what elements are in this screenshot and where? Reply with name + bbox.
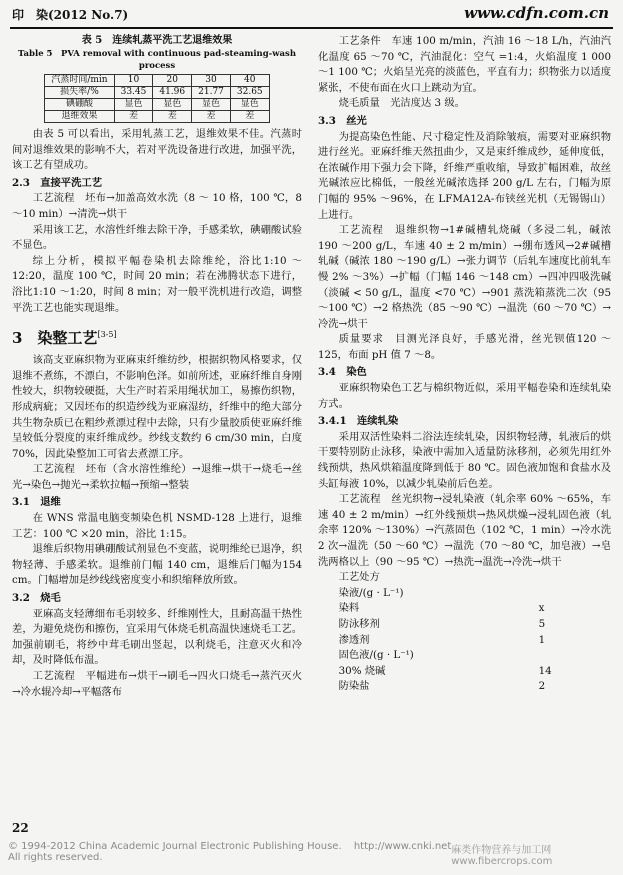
table-cell: 退维效果 bbox=[45, 111, 114, 123]
table-cell: 32.65 bbox=[230, 87, 269, 99]
section-heading-2-3: 2.3 直接平洗工艺 bbox=[12, 176, 102, 189]
table-header-cell: 20 bbox=[153, 75, 192, 87]
paragraph: 质量要求 目测光泽良好，手感光滑，丝光钡值120 ～125，布面 pH 值 7 ～8。 bbox=[318, 333, 611, 361]
table-row bbox=[45, 111, 269, 123]
watermark-text: 麻类作物营养与加工网 www.fibercrops.com bbox=[451, 845, 553, 867]
recipe-item: 防泳移剂 bbox=[338, 617, 380, 630]
table-header-row bbox=[45, 75, 269, 87]
table-cell: 损失率/% bbox=[45, 87, 114, 99]
paragraph: 综上分析，模拟平幅卷染机去除维纶，浴比1:10 ～12:20，温度 100 ℃，时间 20 min；若在沸腾状态下进行，浴比1:10 ～1:20，时间 8 min；对一般平洗机进行改造，调整平洗工艺也能实现退维。 bbox=[12, 254, 302, 314]
table-cell: 21.77 bbox=[192, 87, 231, 99]
paragraph: 工艺条件 车速 100 m/min，汽油 16 ～18 L/h，汽油汽化温度 65 ～70 ℃，汽油混化：空气 =1:4，火焰温度 1 000 ～1 100 ℃；火焰呈光亮的淡蓝色，平直有力；织物张力以适度紧张，不使布面在火口上跳动为宜。 bbox=[318, 35, 611, 94]
journal-header: 印 染(2012 No.7) bbox=[12, 8, 129, 22]
table-cell: 显色 bbox=[114, 99, 153, 111]
paragraph: 采用双活性染料二浴法连续轧染，因织物轻薄，轧液后的烘干要特别防止泳移，染液中需加入适量防泳移剂，必须先用红外线预烘，热风烘箱温度降到低于 80 ℃。固色液加饱和食盐水及头缸每液 10%，以减少轧染前后色差。 bbox=[318, 430, 611, 490]
recipe-title: 工艺处方 bbox=[338, 571, 380, 584]
table-header-cell: 汽蒸时间/min bbox=[45, 75, 114, 87]
recipe-value: 14 bbox=[538, 664, 552, 677]
page-number: 22 bbox=[12, 821, 29, 835]
paragraph: 工艺流程 坯布→加盖高效水洗（8 ～ 10 格，100 ℃，8 ～10 min）→清洗→烘干 bbox=[12, 192, 302, 220]
section-heading-3-4-1: 3.4.1 连续轧染 bbox=[318, 415, 399, 428]
recipe-value: 2 bbox=[538, 680, 546, 693]
table-cell: 差 bbox=[114, 111, 153, 123]
table-cell: 差 bbox=[230, 111, 269, 123]
table5 bbox=[44, 74, 269, 123]
paragraph: 工艺流程 丝光织物→浸轧染液（轧余率 60% ～65%，车速 40 ± 2 m/min）→红外线预烘→热风烘燥→浸轧固色液（轧余率 120% ～130%）→汽蒸固色（102 ℃，1 min）→冷水洗 2 次→温洗（50 ～60 ℃）→温洗（70 ～80 ℃，加皂液）→皂洗两格以上（90 ～95 ℃）→热洗→温洗→冷洗→烘干 bbox=[318, 493, 611, 568]
table-cell: 差 bbox=[192, 111, 231, 123]
section-heading-3 bbox=[12, 326, 302, 347]
recipe-row bbox=[339, 664, 569, 680]
recipe-row bbox=[339, 601, 569, 617]
copyright-text: © 1994-2012 China Academic Journal Electronic Publishing House. All rights reserved. bbox=[8, 841, 342, 863]
section-title: 3 染整工艺 bbox=[12, 329, 98, 348]
table-caption: 表 5 连续轧蒸平洗工艺退维效果 bbox=[81, 35, 233, 46]
paragraph: 该高支亚麻织物为亚麻束纤维纺纱，根据织物风格要求，仅退维不煮练，不漂白，不影响色泽。如前所述，亚麻纤维自身刚性较大，织物较硬挺，大生产时若采用绳状加工，易擦伤织物，形成病疵；又因坯布的织造纱线为亚麻湿纺，纤维中的绝大部分共生物杂质已在粗纱煮漂过程中去除，只有少量胶质使亚麻纤维呈较低分裂度的束纤维成纱。纱线支数约 6 cm/30 min，白度 70%，因此染整加工可省去煮漂工序。 bbox=[12, 354, 302, 460]
site-link[interactable]: www.cdfn.com.cn bbox=[464, 4, 609, 22]
table-header-cell: 10 bbox=[114, 75, 153, 87]
paragraph: 退维后织物用碘硼酸试剂显色不变蓝，说明维纶已退净，织物轻薄、手感柔软。退维前门幅 140 cm，退维后门幅为154 cm。门幅增加是纱线线密度变小和织缩释放所致。 bbox=[12, 543, 302, 587]
recipe-row bbox=[339, 633, 569, 649]
recipe-row bbox=[339, 617, 569, 633]
recipe-value: 1 bbox=[538, 633, 546, 646]
paragraph: 工艺流程 坯布（含水溶性维纶）→退维→烘干→烧毛→丝光→染色→抛光→柔软拉幅→预缩→整装 bbox=[12, 463, 302, 491]
paragraph: 工艺流程 平幅进布→烘干→刷毛→四火口烧毛→蒸汽灭火→冷水辊冷却→平幅落布 bbox=[12, 670, 302, 698]
recipe-item: 染料 bbox=[338, 602, 360, 615]
paragraph: 亚麻织物染色工艺与棉织物近似，采用平幅卷染和连续轧染方式。 bbox=[318, 382, 611, 410]
table-header-cell: 40 bbox=[230, 75, 269, 87]
reference-marker: [3-5] bbox=[97, 330, 117, 340]
recipe-unit: 固色液/(g · L⁻¹) bbox=[338, 649, 414, 662]
paragraph: 为提高染色性能、尺寸稳定性及消除皱痕，需要对亚麻织物进行丝光。亚麻纤维天然扭曲少，又是束纤维成纱，延伸度低，在浓碱作用下强力会下降，纤维严重收缩，导致扩幅困难，故丝光碱浓应比棉低，一般丝光碱浓选择 200 g/L 左右，门幅为原门幅的 95% ～96%，在 LFMA12A-布铗丝光机（无锡锡山）上进行。 bbox=[318, 130, 611, 221]
recipe-row bbox=[339, 679, 569, 695]
recipe-item: 渗透剂 bbox=[338, 633, 370, 646]
table-cell: 33.45 bbox=[114, 87, 153, 99]
recipe bbox=[339, 570, 611, 695]
right-column bbox=[318, 34, 611, 695]
footer bbox=[8, 841, 615, 867]
cnki-link[interactable]: http://www.cnki.net bbox=[353, 841, 452, 852]
section-heading-3-2: 3.2 烧毛 bbox=[12, 592, 61, 605]
paragraph: 在 WNS 常温电脑变频染色机 NSMD-128 上进行，退维工艺：100 ℃ ×20 min，浴比 1:15。 bbox=[12, 512, 302, 540]
table-cell: 显色 bbox=[230, 99, 269, 111]
paragraph: 由表 5 可以看出，采用轧蒸工艺，退维效果不佳。汽蒸时间对退维效果的影响不大，若对平洗设备进行改进，加强平洗，该工艺有望成功。 bbox=[12, 128, 302, 172]
table-caption-en: Table 5 PVA removal with continuous pad-steaming-wash process bbox=[18, 49, 296, 71]
table-cell: 差 bbox=[153, 111, 192, 123]
table-cell: 碘硼酸 bbox=[45, 99, 114, 111]
table-row bbox=[45, 99, 269, 111]
table-cell: 显色 bbox=[153, 99, 192, 111]
table-cell: 显色 bbox=[192, 99, 231, 111]
recipe-item: 30% 烧碱 bbox=[338, 664, 386, 677]
recipe-value: x bbox=[538, 602, 545, 615]
recipe-value: 5 bbox=[538, 617, 546, 630]
recipe-item: 防染盐 bbox=[338, 680, 370, 693]
section-heading-3-3: 3.3 丝光 bbox=[318, 114, 367, 127]
paragraph: 采用该工艺，水溶性纤维去除干净，手感柔软，碘硼酸试验不显色。 bbox=[12, 223, 302, 252]
table-cell: 41.96 bbox=[153, 87, 192, 99]
paragraph: 工艺流程 退维织物→1#碱槽轧烧碱（多浸二轧，碱浓 190 ～200 g/L，车速 40 ± 2 m/min）→绷布透风→2#碱槽轧碱（碱浓 180 ～190 g/L）→张力调节（后轧车速度比前轧车慢 2% ～3%）→扩幅（门幅 146 ～148 cm）→四冲四吸洗碱（淡碱 < 50 g/L，温度 <70 ℃）→901 蒸洗箱蒸洗二次（95 ～100 ℃）→2 格热洗（85 ～90 ℃）→温洗（60 ～70 ℃）→冷洗→烘干 bbox=[318, 224, 611, 330]
paragraph: 烧毛质量 光洁度达 3 级。 bbox=[338, 97, 465, 110]
header-rule bbox=[10, 27, 613, 29]
table-row bbox=[45, 87, 269, 99]
section-heading-3-4: 3.4 染色 bbox=[318, 366, 367, 379]
recipe-unit: 染液/(g · L⁻¹) bbox=[338, 586, 404, 599]
section-heading-3-1: 3.1 退维 bbox=[12, 496, 61, 509]
table-header-cell: 30 bbox=[192, 75, 231, 87]
left-column bbox=[12, 34, 302, 700]
paragraph: 亚麻高支轻薄细布毛羽较多、纤维刚性大，且耐高温干热性差，为避免烧伤和擦伤，宜采用气体烧毛机高温快速烧毛工艺。加强前刷毛，将纱中茸毛刷出竖起，以利烧毛，注意灭火和冷却，及时降低布温。 bbox=[12, 607, 302, 667]
